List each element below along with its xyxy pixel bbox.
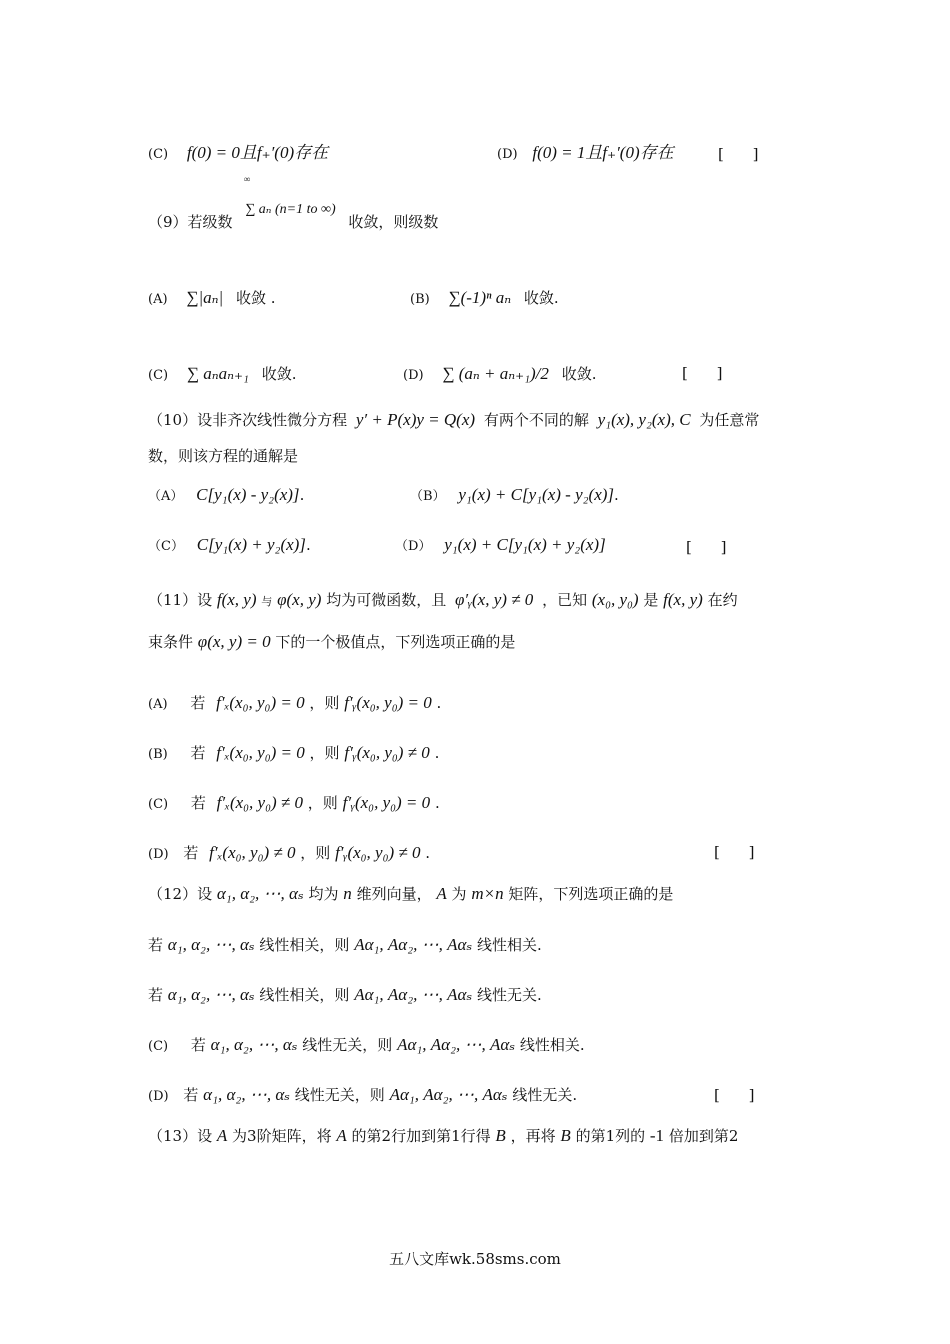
q10-c-label: （C）	[148, 539, 184, 554]
q11-line2-prefix: 束条件	[148, 633, 194, 651]
q12-c-img: Aα₁, Aα₂, ⋯, Aαₛ	[397, 1035, 516, 1054]
q11-f: f(x, y)	[216, 590, 257, 609]
q11-stem-mid3: 是	[643, 591, 659, 609]
q12-option-b	[148, 985, 542, 1005]
q11-stem-line1	[148, 590, 738, 612]
q9-a-expr: ∑|aₙ|	[186, 288, 224, 307]
q11-d-text: 若	[183, 844, 199, 862]
q11-phi: φ(x, y)	[277, 590, 322, 609]
q8-answer-bracket: [ ]	[718, 145, 759, 163]
q12-c-label: (C)	[148, 1039, 169, 1054]
q11-b-res: f′ᵧ(x₀, y₀) ≠ 0	[344, 743, 430, 762]
q11-a-label: (A)	[148, 697, 168, 712]
q12-b-mid: 线性相关，则	[259, 986, 350, 1004]
q11-d-period: .	[425, 844, 431, 862]
q11-b-period: .	[434, 744, 440, 762]
q13-p3: 的第2行加到第1行得	[351, 1127, 491, 1145]
q10-option-c: （C） C[y₁(x) + y₂(x)].	[148, 535, 311, 554]
q12-stem	[148, 884, 673, 904]
q10-b-label: （B）	[410, 489, 446, 504]
q10-answer-bracket: [ ]	[686, 538, 727, 556]
q11-constraint: φ(x, y) = 0	[197, 632, 271, 651]
q9-a-suffix: 收敛 .	[235, 289, 276, 307]
q12-stem-mid1: 均为	[308, 885, 339, 903]
q9-b-suffix: 收敛.	[523, 289, 559, 307]
q10-option-a: （A） C[y₁(x) - y₂(x)].	[148, 485, 305, 504]
q11-answer-bracket: [ ]	[714, 843, 755, 861]
q11-point: (x₀, y₀)	[591, 590, 639, 609]
q10-a-expr: C[y₁(x) - y₂(x)]	[196, 485, 300, 504]
q10-b-expr: y₁(x) + C[y₁(x) - y₂(x)]	[458, 485, 615, 504]
q12-a: A	[436, 884, 447, 903]
q11-line2-suffix: 下的一个极值点，下列选项正确的是	[275, 633, 516, 651]
q11-conj: 与	[261, 595, 273, 608]
q10-a-label: （A）	[148, 489, 184, 504]
q11-option-b	[148, 743, 439, 765]
q9-option-d	[403, 364, 596, 386]
q10-stem-suffix: 为任意常	[699, 411, 760, 429]
q11-a-text: 若	[190, 694, 206, 712]
q8-c-expr: f(0) = 0且f₊′(0)存在	[186, 143, 329, 162]
q11-b-cond: f′ₓ(x₀, y₀) = 0	[216, 743, 305, 762]
q12-a-img: Aα₁, Aα₂, ⋯, Aαₛ	[354, 935, 473, 954]
q9-stem-series: ∑ aₙ (n=1 to ∞)	[245, 202, 336, 217]
q11-a-then: ，则	[309, 694, 340, 712]
q12-b-img: Aα₁, Aα₂, ⋯, Aαₛ	[354, 985, 473, 1004]
q12-a-mid: 线性相关，则	[259, 936, 350, 954]
q11-c-then: ，则	[307, 794, 338, 812]
q12-mn: m×n	[471, 884, 504, 903]
q11-f2: f(x, y)	[663, 590, 703, 609]
q13-p4: ，再将	[510, 1127, 556, 1145]
q11-stem-prefix: （11）设	[148, 591, 213, 609]
q11-stem-mid2: ，已知	[542, 591, 588, 609]
q11-c-cond: f′ₓ(x₀, y₀) ≠ 0	[216, 793, 304, 812]
q11-c-text: 若	[190, 794, 206, 812]
q8-d-expr: f(0) = 1且f₊′(0)存在	[532, 143, 674, 162]
q13-p6: 倍加到第2	[668, 1127, 739, 1145]
q9-option-a	[148, 288, 276, 310]
q8-option-d	[497, 143, 674, 165]
q12-b-suffix: 线性无关.	[476, 986, 542, 1004]
q12-stem-prefix: （12）设	[148, 885, 213, 903]
q11-a-res: f′ᵧ(x₀, y₀) = 0	[344, 693, 432, 712]
q12-option-c	[148, 1035, 585, 1057]
q12-stem-suffix: 矩阵，下列选项正确的是	[508, 885, 674, 903]
q10-option-b: （B） y₁(x) + C[y₁(x) - y₂(x)].	[410, 485, 619, 504]
q9-stem-prefix: （9）若级数	[148, 213, 233, 231]
q9-stem-suffix: 收敛，则级数	[348, 213, 439, 231]
q12-b-vec: α₁, α₂, ⋯, αₛ	[167, 985, 255, 1004]
q9-stem	[148, 202, 439, 234]
q8-d-label: (D)	[497, 147, 518, 162]
q12-a-vec: α₁, α₂, ⋯, αₛ	[167, 935, 255, 954]
q9-answer-bracket: [ ]	[682, 364, 723, 382]
q12-d-label: (D)	[148, 1089, 169, 1104]
q9-a-label: (A)	[148, 292, 168, 307]
q11-stem-suffix: 在约	[707, 591, 738, 609]
q13-p1: （13）设	[148, 1127, 213, 1145]
q12-c-mid: 线性无关，则	[302, 1036, 393, 1054]
q13-a: A	[216, 1126, 228, 1145]
q9-c-suffix: 收敛.	[261, 365, 297, 383]
q9-d-expr: ∑ (aₙ + aₙ₊₁)/2	[442, 364, 549, 383]
q11-option-a	[148, 693, 441, 715]
footer-watermark: 五八文库wk.58sms.com	[389, 1250, 561, 1268]
q9-d-label: (D)	[403, 368, 424, 383]
q9-c-expr: ∑ aₙaₙ₊₁	[186, 364, 249, 383]
q12-c-prefix: 若	[190, 1036, 206, 1054]
q10-stem-mid: 有两个不同的解	[483, 411, 589, 429]
q10-equation: y′ + P(x)y = Q(x)	[355, 410, 476, 429]
q11-d-then: ，则	[300, 844, 331, 862]
q10-d-expr: y₁(x) + C[y₁(x) + y₂(x)]	[444, 535, 606, 554]
q13-b2: B	[560, 1126, 571, 1145]
q8-c-label: (C)	[148, 147, 169, 162]
q13-p5: 的第1列的	[575, 1127, 646, 1145]
q11-a-cond: f′ₓ(x₀, y₀) = 0	[216, 693, 305, 712]
q10-stem-line1	[148, 410, 759, 430]
q12-a-suffix: 线性相关.	[476, 936, 542, 954]
q11-b-label: (B)	[148, 747, 168, 762]
q11-d-cond: f′ₓ(x₀, y₀) ≠ 0	[209, 843, 296, 862]
q9-d-suffix: 收敛.	[561, 365, 597, 383]
q12-vectors: α₁, α₂, ⋯, αₛ	[216, 884, 304, 903]
q9-b-label: (B)	[410, 292, 430, 307]
q11-a-period: .	[436, 694, 442, 712]
q9-c-label: (C)	[148, 368, 169, 383]
q11-c-period: .	[434, 794, 440, 812]
q12-c-vec: α₁, α₂, ⋯, αₛ	[210, 1035, 298, 1054]
q10-stem-line2: 数，则该方程的通解是	[148, 447, 299, 465]
q10-d-label: （D）	[395, 539, 432, 554]
q11-d-label: (D)	[148, 847, 169, 862]
q9-option-b	[410, 288, 559, 310]
q10-c-expr: C[y₁(x) + y₂(x)]	[196, 535, 306, 554]
q12-stem-mid3: 为	[451, 885, 467, 903]
q8-option-c	[148, 143, 328, 165]
q12-d-vec: α₁, α₂, ⋯, αₛ	[203, 1085, 290, 1104]
q11-option-c	[148, 793, 440, 815]
q12-option-d	[148, 1085, 577, 1107]
q13-p2: 为3阶矩阵，将	[232, 1127, 332, 1145]
q9-stem-sum-upper: ∞	[244, 174, 251, 184]
q12-a-prefix: 若	[148, 936, 164, 954]
q11-d-res: f′ᵧ(x₀, y₀) ≠ 0	[335, 843, 421, 862]
q9-b-expr: ∑(-1)ⁿ aₙ	[448, 288, 512, 307]
q11-c-label: (C)	[148, 797, 169, 812]
q10-solutions: y₁(x), y₂(x), C	[597, 410, 691, 429]
q12-d-prefix: 若	[183, 1086, 199, 1104]
q11-cond: φ′ᵧ(x, y) ≠ 0	[454, 590, 534, 609]
q12-d-suffix: 线性无关.	[512, 1086, 578, 1104]
q12-answer-bracket: [ ]	[714, 1086, 755, 1104]
q11-stem-mid1: 均为可微函数，且	[326, 591, 447, 609]
q11-b-then: ，则	[309, 744, 340, 762]
q12-stem-mid2: 维列向量，	[356, 885, 432, 903]
q10-option-d	[395, 535, 606, 557]
q13-neg1: -1	[649, 1126, 665, 1145]
q12-d-mid: 线性无关，则	[294, 1086, 385, 1104]
q13-a2: A	[336, 1126, 347, 1145]
q11-c-res: f′ᵧ(x₀, y₀) = 0	[342, 793, 431, 812]
q13-stem	[148, 1126, 738, 1146]
q13-b: B	[495, 1126, 506, 1145]
q12-option-a	[148, 935, 542, 955]
q12-b-prefix: 若	[148, 986, 164, 1004]
q11-stem-line2	[148, 632, 515, 652]
q10-stem-prefix: （10）设非齐次线性微分方程	[148, 411, 348, 429]
q12-d-img: Aα₁, Aα₂, ⋯, Aαₛ	[389, 1085, 508, 1104]
q9-option-c	[148, 364, 296, 386]
q12-n: n	[343, 884, 352, 903]
q11-option-d	[148, 843, 430, 865]
q11-b-text: 若	[190, 744, 206, 762]
q12-c-suffix: 线性相关.	[519, 1036, 585, 1054]
